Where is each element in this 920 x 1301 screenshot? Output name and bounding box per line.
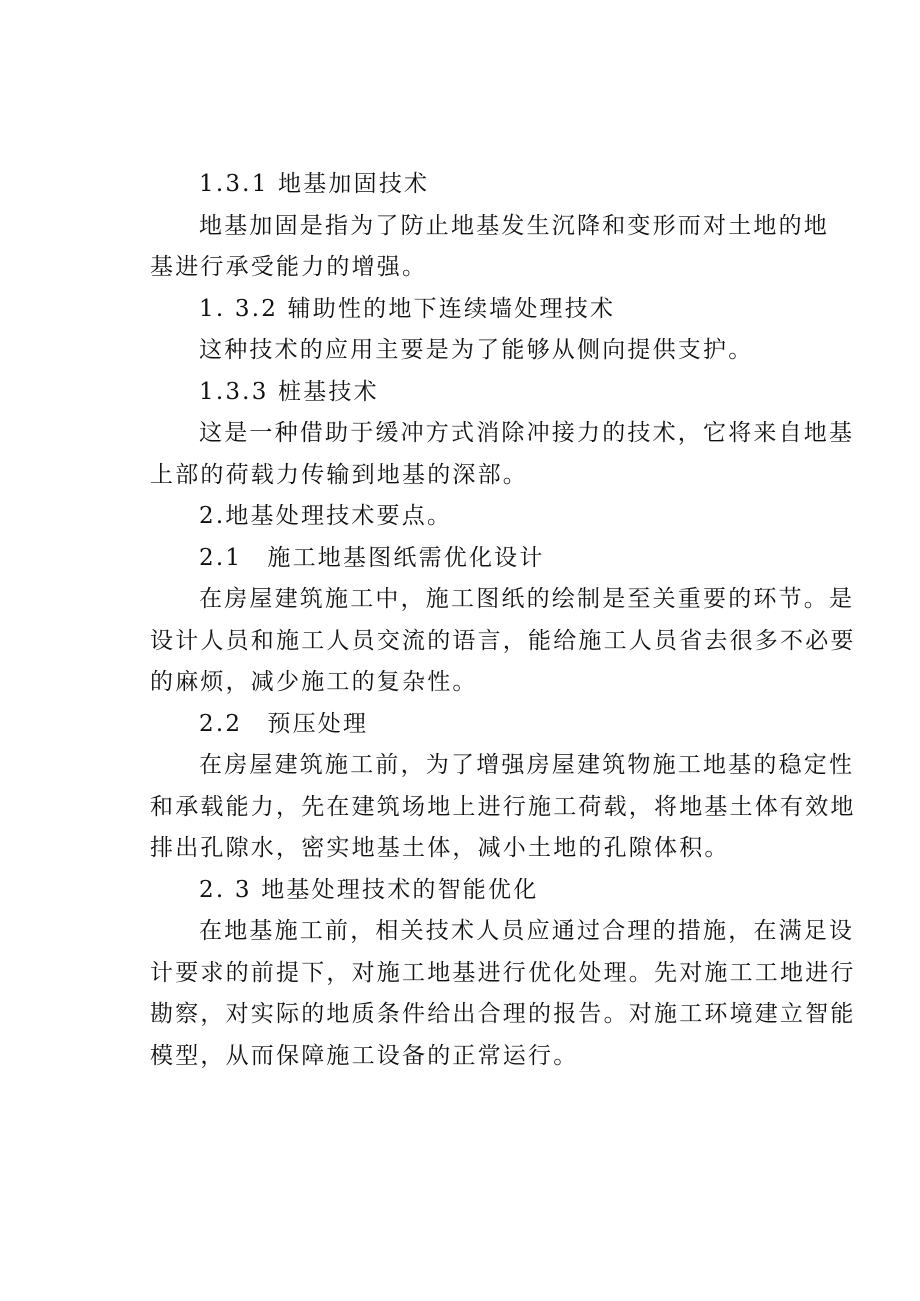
paragraph-line: 在房屋建筑施工前，为了增强房屋建筑物施工地基的稳定性	[199, 752, 855, 778]
section-heading-2-1: 2.1 施工地基图纸需优化设计	[199, 544, 545, 571]
document-body	[150, 164, 856, 1077]
paragraph-line: 排出孔隙水，密实地基土体，减小土地的孔隙体积。	[150, 835, 730, 861]
section-heading-2: 2.地基处理技术要点。	[199, 503, 453, 529]
paragraph-line: 上部的荷载力传输到地基的深部。	[150, 461, 528, 488]
paragraph-line: 这是一种借助于缓冲方式消除冲接力的技术，它将来自地基	[199, 420, 855, 446]
paragraph-line: 这种技术的应用主要是为了能够从侧向提供支护。	[199, 337, 754, 363]
section-heading-2-2: 2.2 预压处理	[199, 710, 369, 737]
section-heading-2-3: 2. 3 地基处理技术的智能优化	[199, 876, 539, 903]
paragraph-line: 的麻烦，减少施工的复杂性。	[150, 669, 478, 695]
section-heading-1-3-3: 1.3.3 桩基技术	[199, 378, 379, 405]
section-heading-1-3-1: 1.3.1 地基加固技术	[199, 171, 430, 197]
section-heading-1-3-2: 1. 3.2 辅助性的地下连续墙处理技术	[199, 295, 616, 322]
paragraph-line: 设计人员和施工人员交流的语言，能给施工人员省去很多不必要	[150, 627, 856, 654]
paragraph-line: 勘察，对实际的地质条件给出合理的报告。对施工环境建立智能	[150, 1001, 856, 1027]
paragraph-line: 在房屋建筑施工中，施工图纸的绘制是至关重要的环节。是	[199, 586, 855, 612]
paragraph-line: 在地基施工前，相关技术人员应通过合理的措施，在满足设	[199, 918, 855, 944]
paragraph-line: 模型，从而保障施工设备的正常运行。	[150, 1042, 579, 1069]
paragraph-line: 和承载能力，先在建筑场地上进行施工荷载，将地基土体有效地	[150, 793, 856, 820]
paragraph-line: 基进行承受能力的增强。	[150, 254, 428, 280]
paragraph-line: 地基加固是指为了防止地基发生沉降和变形而对土地的地	[199, 212, 829, 239]
paragraph-line: 计要求的前提下，对施工地基进行优化处理。先对施工工地进行	[150, 959, 856, 986]
